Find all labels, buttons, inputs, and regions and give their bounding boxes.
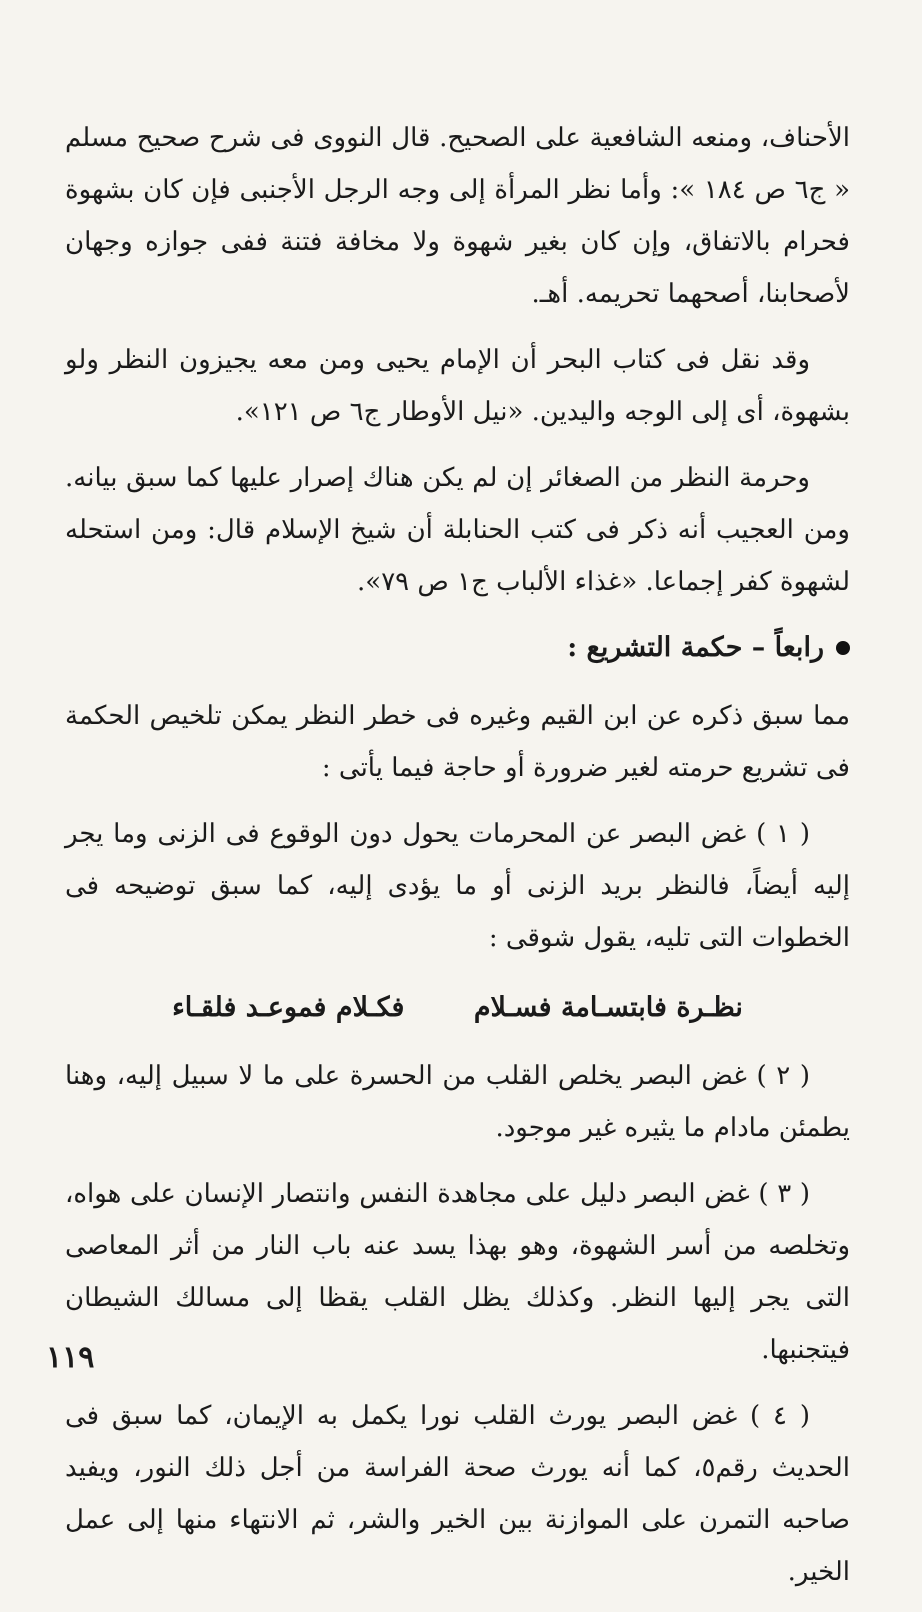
verse-hemistich-2: فكـلام فموعـد فلقـاء (172, 992, 405, 1023)
page-body (65, 112, 850, 1612)
point-4: ( ٤ ) غض البصر يورث القلب نورا يكمل به الإيمان، كما سبق فى الحديث رقم٥، كما أنه يورث صحة الفراسة من أجل ذلك النور، ويفيد صاحبه التمرن على الموازنة بين الخير والشر، ثم الانتهاء منها إلى عمل الخير. (65, 1401, 850, 1587)
intro-paragraph: مما سبق ذكره عن ابن القيم وغيره فى خطر النظر يمكن تلخيص الحكمة فى تشريع حرمته لغير ضرورة أو حاجة فيما يأتى : (65, 701, 850, 783)
paragraph-1: الأحناف، ومنعه الشافعية على الصحيح. قال النووى فى شرح صحيح مسلم « ج٦ ص ١٨٤ »: وأما نظر المرأة إلى وجه الرجل الأجنبى فإن كان بشهوة فحرام بالاتفاق، وإن كان بغير شهوة ولا مخافة فتنة ففى جوازه وجهان لأصحابنا، أصحهما تحريمه. أهـ. (65, 123, 850, 309)
bullet-icon (836, 641, 850, 655)
point-1: ( ١ ) غض البصر عن المحرمات يحول دون الوقوع فى الزنى وما يجر إليه أيضاً، فالنظر بريد الزنى أو ما يؤدى إليه، كما سبق توضيحه فى الخطوات التى تليه، يقول شوقى : (65, 819, 850, 953)
section-heading (65, 622, 850, 674)
poetry-verse (65, 982, 850, 1034)
paragraph-3: وحرمة النظر من الصغائر إن لم يكن هناك إصرار عليها كما سبق بيانه. ومن العجيب أنه ذكر فى كتب الحنابلة أن شيخ الإسلام قال: ومن استحله لشهوة كفر إجماعا. «غذاء الألباب ج١ ص ٧٩». (65, 463, 850, 597)
point-2: ( ٢ ) غض البصر يخلص القلب من الحسرة على ما لا سبيل إليه، وهنا يطمئن مادام ما يثيره غير موجود. (65, 1061, 850, 1143)
verse-hemistich-1: نظـرة فابتسـامة فسـلام (473, 992, 743, 1023)
paragraph-2: وقد نقل فى كتاب البحر أن الإمام يحيى ومن معه يجيزون النظر ولو بشهوة، أى إلى الوجه واليدين. «نيل الأوطار ج٦ ص ١٢١». (65, 345, 850, 427)
section-heading-text: رابعاً – حكمة التشريع : (567, 632, 824, 663)
page-number: ١١٩ (46, 1340, 95, 1375)
point-3: ( ٣ ) غض البصر دليل على مجاهدة النفس وانتصار الإنسان على هواه، وتخلصه من أسر الشهوة، وهو بهذا يسد عنه باب النار من أثر المعاصى التى يجر إليها النظر. وكذلك يظل القلب يقظا إلى مسالك الشيطان فيتجنبها. (65, 1179, 850, 1365)
